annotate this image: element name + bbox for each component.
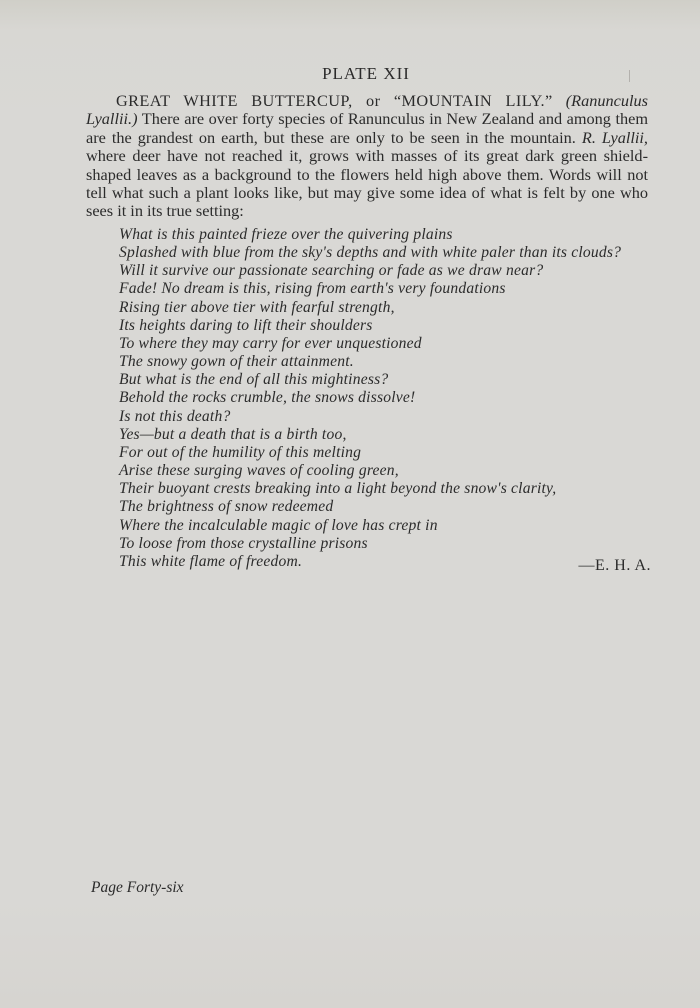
poem-line: For out of the humility of this melting [119, 443, 362, 461]
poem-line: Their buoyant crests breaking into a light beyond the snow's clarity, [119, 480, 557, 498]
intro-heading: GREAT WHITE BUTTERCUP, or “MOUNTAIN LILY.” [116, 91, 553, 110]
attribution: —E. H. A. [578, 557, 651, 574]
poem-line: Will it survive our passionate searching or fade as we draw near? [119, 262, 544, 280]
poem [119, 226, 659, 571]
intro-species: R. Lyallii, [581, 127, 649, 147]
poem-line: To loose from those crystalline prisons [119, 534, 368, 552]
page-number: Page Forty-six [91, 879, 184, 896]
poem-line: This white flame of freedom. [119, 552, 303, 570]
poem-line: The brightness of snow redeemed [119, 498, 334, 516]
poem-line: Where the incalculable magic of love has crept in [119, 516, 438, 534]
poem-line: Its heights daring to lift their shoulders [119, 316, 373, 334]
poem-line: Is not this death? [119, 407, 231, 425]
intro-text-continued: where deer have not reached it, grows with masses of its great dark green shield-shaped leaves as a background to the flowers held high above them. Words will not tell what such a plant looks like, but may give some idea of what is felt by one who sees it in its true setting: [86, 146, 648, 221]
poem-line: What is this painted frieze over the quivering plains [119, 226, 453, 243]
intro-paragraph [86, 92, 648, 221]
poem-line: Splashed with blue from the sky's depths and with white paler than its clouds? [119, 244, 622, 262]
poem-line: To where they may carry for ever unquestioned [119, 334, 422, 352]
poem-line: Rising tier above tier with fearful strength, [119, 298, 395, 316]
poem-line: Fade! No dream is this, rising from earth's very foundations [119, 280, 506, 298]
poem-line: But what is the end of all this mightiness? [119, 371, 389, 389]
plate-title: PLATE XII [322, 64, 410, 83]
poem-line: The snowy gown of their attainment. [119, 353, 354, 371]
intro-text: There are over forty species of Ranunculus in New Zealand and among them are the grandest on earth, but these are only to be seen in the mountain. [86, 109, 649, 147]
poem-line: Behold the rocks crumble, the snows dissolve! [119, 389, 416, 407]
poem-line: Yes—but a death that is a birth too, [119, 425, 347, 443]
poem-line: Arise these surging waves of cooling green, [119, 462, 399, 480]
intro-latin-name: (Ranunculus Lyallii.) [86, 91, 648, 129]
